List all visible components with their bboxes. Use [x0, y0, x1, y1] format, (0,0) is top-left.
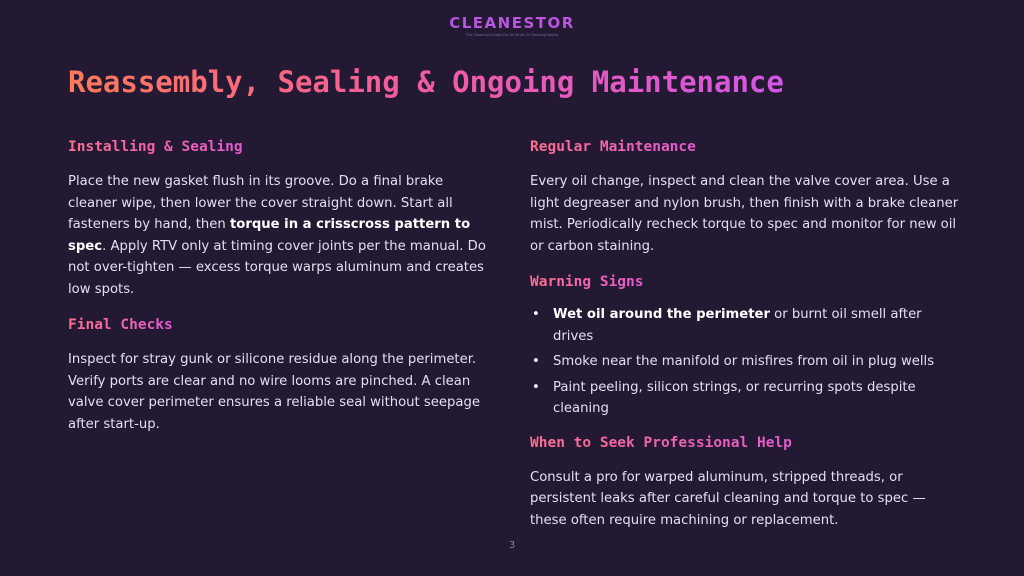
bullet-icon: • — [532, 354, 540, 369]
professional-help-section — [530, 432, 964, 532]
final-checks-section — [68, 314, 496, 435]
regular-maintenance-heading: Regular Maintenance — [530, 139, 696, 155]
logo-wordmark: CLEANESTOR — [0, 14, 1024, 32]
regular-maintenance-section — [530, 136, 964, 257]
professional-help-heading: When to Seek Professional Help — [530, 434, 792, 451]
warning-signs-list — [530, 304, 964, 420]
slide-title: Reassembly, Sealing & Ongoing Maintenance — [68, 60, 784, 104]
list-item — [530, 377, 964, 420]
final-checks-text: Inspect for stray gunk or silicone residue along the perimeter. Verify ports are clear and no wire looms are pinched. A clean valve cover perimeter ensures a reliable seal without seepage after start-up. — [68, 352, 480, 432]
installing-text-before: Place the new gasket flush in its groove. Do a final brake cleaner wipe, then lower the cover straight down. Start all fasteners by hand, then — [68, 174, 453, 232]
installing-text-bold: torque in a crisscross pattern to spec — [68, 217, 471, 254]
warning-signs-section — [530, 271, 964, 420]
professional-help-text: Consult a pro for warped aluminum, stripped threads, or persistent leaks after careful cleaning and torque to spec — these often require machining or replacement. — [530, 469, 926, 528]
regular-maintenance-text: Every oil change, inspect and clean the valve cover area. Use a light degreaser and nylon brush, then finish with a brake cleaner mist. Periodically recheck torque to spec and monitor for new oil or carbon staining. — [530, 174, 959, 254]
right-column — [530, 136, 964, 531]
installing-sealing-heading: Installing & Sealing — [68, 139, 243, 155]
installing-sealing-section — [68, 136, 496, 300]
page-number: 3 — [508, 540, 516, 551]
bullet-icon: • — [532, 379, 540, 395]
logo-tagline: The Cleaning Guides For All Kinds Of Cleaning Needs — [465, 33, 559, 37]
left-column — [68, 136, 496, 435]
warning-item-text: Paint peeling, silicon strings, or recurring spots despite cleaning — [553, 379, 916, 416]
list-item — [530, 351, 964, 373]
bullet-icon: • — [532, 307, 540, 322]
installing-sealing-text — [68, 171, 496, 300]
warning-item-text: Smoke near the manifold or misfires from oil in plug wells — [553, 354, 935, 369]
brand-logo — [0, 14, 1024, 38]
warning-item-bold: Wet oil around the perimeter — [553, 307, 770, 322]
installing-text-after: . Apply RTV only at timing cover joints per the manual. Do not over-tighten — excess torque warps aluminum and creates low spots. — [68, 238, 486, 297]
list-item — [530, 304, 964, 347]
warning-signs-heading: Warning Signs — [530, 274, 644, 290]
warning-item-text: or burnt oil smell after drives — [553, 307, 922, 344]
final-checks-heading: Final Checks — [68, 317, 173, 333]
